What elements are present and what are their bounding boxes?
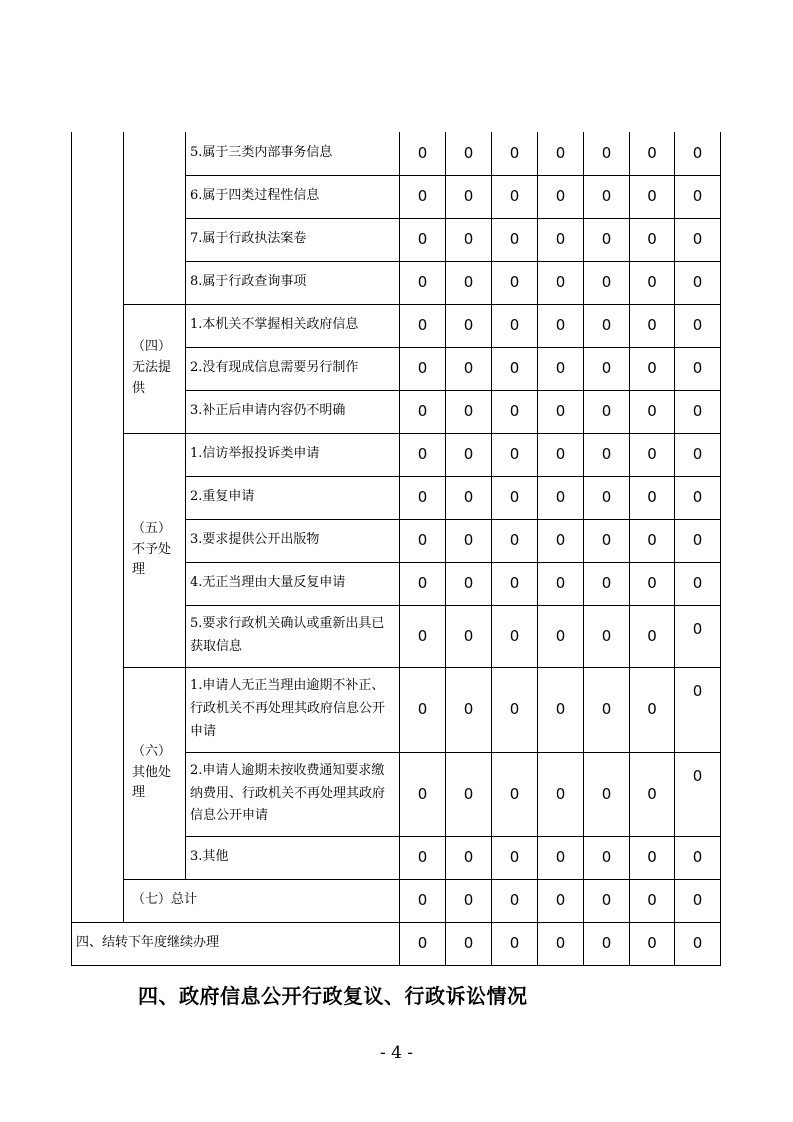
value-cell: 0 [630, 476, 675, 519]
statistics-table [71, 132, 721, 966]
value-cell: 0 [630, 261, 675, 304]
value-cell: 0 [492, 132, 538, 175]
value-cell: 0 [446, 175, 492, 218]
value-cell: 0 [446, 562, 492, 605]
value-cell: 0 [538, 562, 584, 605]
value-cell: 0 [584, 922, 630, 965]
item-label: 3.要求提供公开出版物 [186, 519, 400, 562]
value-cell: 0 [446, 519, 492, 562]
value-cell: 0 [446, 132, 492, 175]
value-cell: 0 [446, 218, 492, 261]
value-cell: 0 [492, 433, 538, 476]
value-cell: 0 [630, 347, 675, 390]
subtotal-label: （七）总计 [124, 879, 400, 922]
value-cell: 0 [446, 667, 492, 752]
value-cell: 0 [584, 132, 630, 175]
value-cell: 0 [400, 390, 446, 433]
value-cell: 0 [492, 175, 538, 218]
value-cell: 0 [675, 347, 721, 390]
value-cell: 0 [538, 218, 584, 261]
item-label: 1.信访举报投诉类申请 [186, 433, 400, 476]
table-row [72, 433, 721, 476]
value-cell: 0 [400, 175, 446, 218]
value-cell: 0 [492, 218, 538, 261]
value-cell: 0 [538, 879, 584, 922]
value-cell: 0 [538, 476, 584, 519]
value-cell: 0 [584, 605, 630, 667]
value-cell: 0 [584, 261, 630, 304]
value-cell: 0 [492, 836, 538, 879]
value-cell: 0 [400, 132, 446, 175]
value-cell: 0 [538, 347, 584, 390]
value-cell: 0 [538, 261, 584, 304]
item-label: 4.无正当理由大量反复申请 [186, 562, 400, 605]
value-cell: 0 [446, 605, 492, 667]
item-label: 7.属于行政执法案卷 [186, 218, 400, 261]
value-cell: 0 [400, 922, 446, 965]
value-cell: 0 [492, 519, 538, 562]
value-cell: 0 [630, 304, 675, 347]
value-cell: 0 [584, 304, 630, 347]
item-label: 2.没有现成信息需要另行制作 [186, 347, 400, 390]
value-cell: 0 [446, 347, 492, 390]
item-label: 6.属于四类过程性信息 [186, 175, 400, 218]
value-cell: 0 [584, 476, 630, 519]
value-cell: 0 [584, 562, 630, 605]
value-cell: 0 [400, 752, 446, 836]
value-cell: 0 [446, 433, 492, 476]
value-cell: 0 [630, 175, 675, 218]
value-cell: 0 [584, 519, 630, 562]
value-cell: 0 [630, 922, 675, 965]
value-cell: 0 [675, 922, 721, 965]
value-cell: 0 [538, 304, 584, 347]
value-cell: 0 [630, 433, 675, 476]
item-label: 1.申请人无正当理由逾期不补正、行政机关不再处理其政府信息公开申请 [186, 667, 400, 752]
value-cell: 0 [675, 433, 721, 476]
value-cell: 0 [675, 132, 721, 175]
value-cell: 0 [630, 390, 675, 433]
value-cell: 0 [630, 667, 675, 752]
value-cell: 0 [492, 347, 538, 390]
value-cell: 0 [675, 390, 721, 433]
value-cell: 0 [446, 922, 492, 965]
category-label: （五）不予处理 [124, 433, 186, 667]
value-cell: 0 [630, 879, 675, 922]
value-cell: 0 [584, 752, 630, 836]
value-cell: 0 [446, 836, 492, 879]
value-cell: 0 [675, 879, 721, 922]
value-cell: 0 [492, 304, 538, 347]
page-number: - 4 - [379, 1043, 414, 1063]
item-label: 3.其他 [186, 836, 400, 879]
value-cell: 0 [584, 879, 630, 922]
value-cell: 0 [400, 879, 446, 922]
category-label: （六）其他处理 [124, 667, 186, 879]
value-cell: 0 [538, 390, 584, 433]
value-cell: 0 [492, 752, 538, 836]
value-cell: 0 [675, 752, 721, 836]
value-cell: 0 [400, 218, 446, 261]
value-cell: 0 [446, 476, 492, 519]
value-cell: 0 [538, 752, 584, 836]
outer-blank-cell [72, 132, 124, 922]
category-label: （四）无法提供 [124, 304, 186, 433]
item-label: 2.申请人逾期未按收费通知要求缴纳费用、行政机关不再处理其政府信息公开申请 [186, 752, 400, 836]
value-cell: 0 [630, 132, 675, 175]
table-row [72, 132, 721, 175]
item-label: 8.属于行政查询事项 [186, 261, 400, 304]
value-cell: 0 [446, 261, 492, 304]
item-label: 1.本机关不掌握相关政府信息 [186, 304, 400, 347]
value-cell: 0 [630, 605, 675, 667]
value-cell: 0 [492, 922, 538, 965]
value-cell: 0 [538, 667, 584, 752]
value-cell: 0 [492, 879, 538, 922]
table-row [72, 667, 721, 752]
value-cell: 0 [630, 519, 675, 562]
value-cell: 0 [584, 667, 630, 752]
table-row [72, 304, 721, 347]
value-cell: 0 [675, 519, 721, 562]
value-cell: 0 [400, 347, 446, 390]
value-cell: 0 [400, 519, 446, 562]
value-cell: 0 [675, 605, 721, 667]
carry-over-label: 四、结转下年度继续办理 [72, 922, 400, 965]
value-cell: 0 [584, 433, 630, 476]
item-label: 5.属于三类内部事务信息 [186, 132, 400, 175]
value-cell: 0 [675, 836, 721, 879]
value-cell: 0 [584, 390, 630, 433]
value-cell: 0 [675, 218, 721, 261]
value-cell: 0 [538, 519, 584, 562]
value-cell: 0 [400, 261, 446, 304]
category-blank-cell [124, 132, 186, 304]
value-cell: 0 [492, 562, 538, 605]
value-cell: 0 [400, 304, 446, 347]
value-cell: 0 [492, 390, 538, 433]
value-cell: 0 [446, 304, 492, 347]
value-cell: 0 [584, 218, 630, 261]
value-cell: 0 [675, 562, 721, 605]
value-cell: 0 [538, 433, 584, 476]
value-cell: 0 [400, 667, 446, 752]
value-cell: 0 [492, 667, 538, 752]
value-cell: 0 [584, 836, 630, 879]
value-cell: 0 [400, 433, 446, 476]
item-label: 3.补正后申请内容仍不明确 [186, 390, 400, 433]
carry-over-row [72, 922, 721, 965]
value-cell: 0 [446, 390, 492, 433]
value-cell: 0 [584, 347, 630, 390]
value-cell: 0 [630, 562, 675, 605]
value-cell: 0 [446, 879, 492, 922]
value-cell: 0 [400, 836, 446, 879]
value-cell: 0 [630, 836, 675, 879]
value-cell: 0 [675, 667, 721, 752]
value-cell: 0 [400, 562, 446, 605]
value-cell: 0 [538, 836, 584, 879]
value-cell: 0 [675, 175, 721, 218]
value-cell: 0 [492, 476, 538, 519]
value-cell: 0 [538, 605, 584, 667]
value-cell: 0 [675, 261, 721, 304]
value-cell: 0 [675, 476, 721, 519]
value-cell: 0 [630, 218, 675, 261]
value-cell: 0 [584, 175, 630, 218]
value-cell: 0 [538, 922, 584, 965]
item-label: 2.重复申请 [186, 476, 400, 519]
value-cell: 0 [446, 752, 492, 836]
value-cell: 0 [492, 605, 538, 667]
value-cell: 0 [630, 752, 675, 836]
value-cell: 0 [538, 132, 584, 175]
subtotal-row [72, 879, 721, 922]
value-cell: 0 [400, 605, 446, 667]
value-cell: 0 [538, 175, 584, 218]
value-cell: 0 [492, 261, 538, 304]
value-cell: 0 [675, 304, 721, 347]
section-heading: 四、政府信息公开行政复议、行政诉讼情况 [138, 984, 528, 1008]
value-cell: 0 [400, 476, 446, 519]
item-label: 5.要求行政机关确认或重新出具已获取信息 [186, 605, 400, 667]
